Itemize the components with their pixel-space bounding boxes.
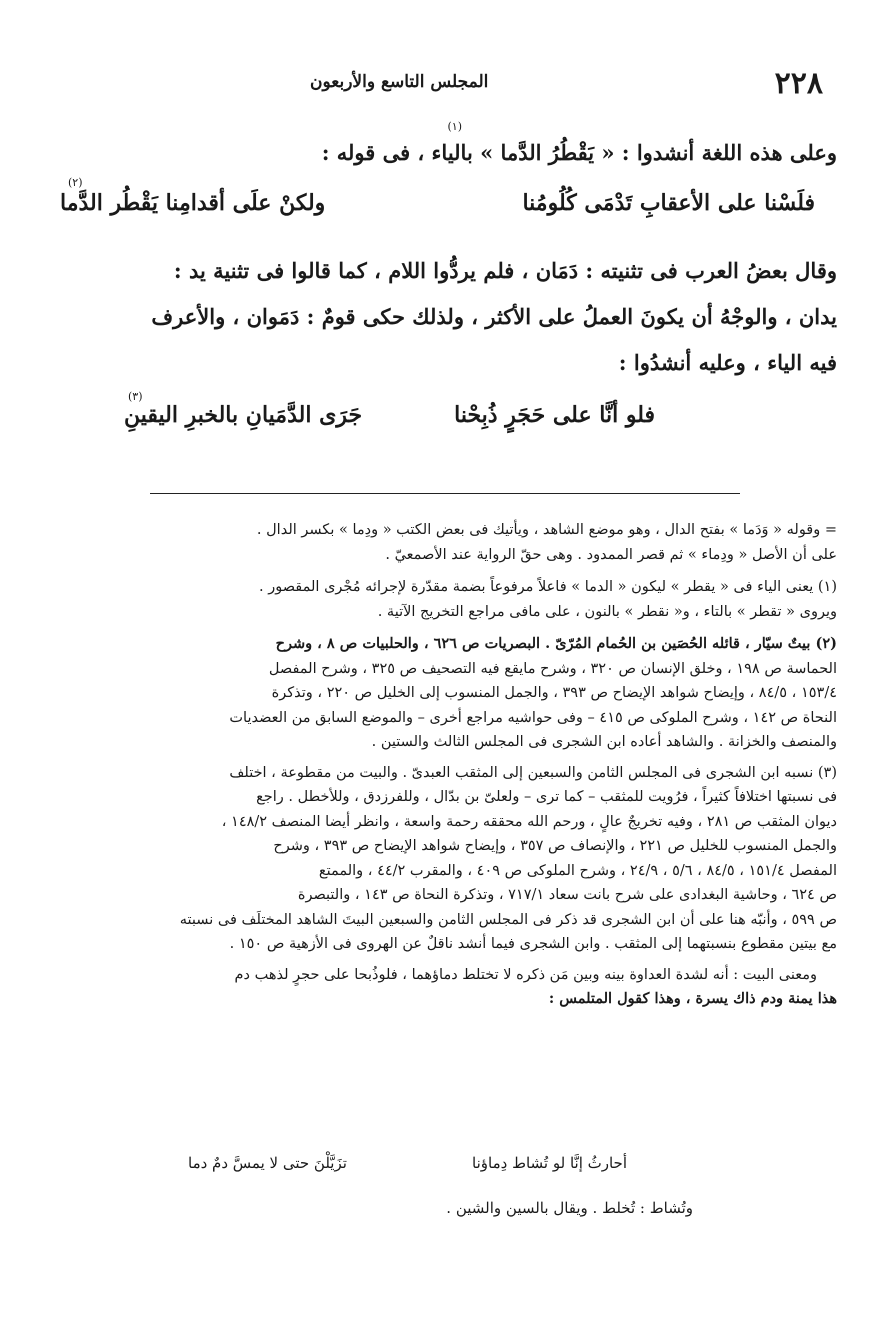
footnote-ref-1: (١) bbox=[447, 120, 462, 133]
footnote-line: والجمل المنسوب للخليل ص ٢٢١ ، والإنصاف ص ٣٥٧ ، وإيضاح شواهد الإيضاح ص ٣٩٣ ، وشرح bbox=[273, 838, 837, 854]
verse-2 bbox=[60, 390, 815, 452]
verse-2-first-hemistich: فلو أنَّا على حَجَرٍ ذُبِحْنا bbox=[454, 402, 655, 428]
footnote-verse-second-hemistich: تزَيَّلْنَ حتى لا يمسَّ دمٌ دما bbox=[188, 1154, 347, 1172]
footnote-line: مع بيتين مقطوع بنسبتهما إلى المثقب . وابن الشجرى فيما أنشد ناقلٌ عن الهروى فى الأزهية ص ١٥٠ . bbox=[229, 936, 837, 952]
page-header bbox=[60, 66, 823, 106]
footnote-line: ومعنى البيت : أنه لشدة العداوة بينه وبين مَن ذكره لا تختلط دماؤهما ، فلوذُبحا على حجرٍ لذهب دم bbox=[234, 966, 817, 983]
footnote-ref-2: (٢) bbox=[68, 176, 83, 189]
footnote-line: ص ٦٢٤ ، وحاشية البغدادى على شرح بانت سعاد ٧١٧/١ ، وتذكرة النحاة ص ١٤٣ ، والتبصرة bbox=[297, 887, 837, 903]
footnote-line: هذا يمنة ودم ذاك يسرة ، وهذا كقول المتلمس : bbox=[548, 990, 837, 1007]
verse-2-second-hemistich: جَرَى الدَّمَيانِ بالخبرِ اليقينِ bbox=[124, 402, 363, 428]
footnote-separator bbox=[150, 493, 740, 494]
footnote-line: (١) يعنى الياء فى « يقطر » ليكون « الدما » فاعلاً مرفوعاً بضمة مقدّرة لإجرائه مُجْرى المقصور . bbox=[259, 579, 837, 595]
verse-1-first-hemistich: فلَسْنا على الأعقابِ تَدْمَى كُلُومُنا bbox=[522, 190, 815, 216]
verse-1 bbox=[60, 176, 815, 240]
footnote-line: المفصل ١٥١/٤ ، ٨٤/٥ ، ٥/٦ ، ٢٤/٩ ، وشرح الملوكى ص ٤٠٩ ، والمقرب ٤٤/٢ ، والممتع bbox=[318, 862, 837, 879]
paragraph-line: وقال بعضُ العرب فى تثنيته : دَمَان ، فلم يردُّوا اللام ، كما قالوا فى تثنية يد : bbox=[173, 258, 837, 283]
footnote-gloss: وتُشاط : تُخلط . ويقال بالسين والشين . bbox=[446, 1199, 693, 1217]
footnote-line: = وقوله « وَدَما » بفتح الدال ، وهو موضع الشاهد ، ويأتيك فى بعض الكتب « ودِما » بكسر الدال . bbox=[256, 522, 837, 538]
footnote-line: النحاة ص ١٤٢ ، وشرح الملوكى ص ٤١٥ – وفى حواشيه مراجع أخرى – والموضع السابق من العضديات bbox=[229, 709, 837, 726]
paragraph-line: فيه الياء ، وعليه أنشدُوا : bbox=[618, 350, 837, 375]
verse-1-second-hemistich: ولكنْ علَى أقدامِنا يَقْطُر الدَّما bbox=[60, 190, 326, 216]
footnote-line: ويروى « تقطر » بالتاء ، و« نقطر » بالنون ، على مافى مراجع التخريج الآتية . bbox=[377, 603, 837, 620]
page-number: ٢٢٨ bbox=[774, 66, 823, 101]
footnotes bbox=[48, 518, 837, 1012]
footnote-ref-3: (٣) bbox=[128, 390, 143, 403]
footnote-line: الحماسة ص ١٩٨ ، وخلق الإنسان ص ٣٢٠ ، وشرح مايقع فيه التصحيف ص ٣٢٥ ، وشرح المفصل bbox=[268, 660, 837, 677]
body-paragraph-1 bbox=[48, 120, 837, 176]
footnote-line: على أن الأصل « ودِماء » ثم قصر الممدود . وهى حقّ الرواية عند الأصمعيّ . bbox=[385, 546, 837, 563]
running-title: المجلس التاسع والأربعون bbox=[310, 72, 489, 92]
body-paragraph-2 bbox=[48, 248, 837, 386]
footnote-line: ديوان المثقب ص ٢٨١ ، وفيه تخريجٌ عالٍ ، ورحم الله محققه رحمة واسعة ، وانظر أيضا المنصف ١٤٨/٢ ، bbox=[221, 813, 837, 830]
footnote-line: ص ٥٩٩ ، وأنبّه هنا على أن ابن الشجرى قد ذكر فى المجلس الثامن والسبعين البيتَ الشاهد المختلَف فى نسبته bbox=[179, 911, 837, 928]
footnote-line: (٣) نسبه ابن الشجرى فى المجلس الثامن والسبعين إلى المثقب العبدىّ . والبيت من مقطوعة ، اختلف bbox=[229, 764, 837, 781]
footnote-line: (٢) بيتٌ سيّار ، قائله الحُصَين بن الحُمام المُرّىّ . البصريات ص ٦٢٦ ، والحلبيات ص ٨ ، وشرح bbox=[275, 635, 837, 652]
footnote-line: والمنصف والخزانة . والشاهد أعاده ابن الشجرى فى المجلس الثالث والستين . bbox=[371, 734, 837, 750]
footnote-line: فى نسبتها اختلافاً كثيراً ، فرُويت للمثقب – كما ترى – ولعلىّ بن بدّال ، وللفرزدق ، وللأخطل . راجع bbox=[256, 789, 837, 805]
paragraph-text: وعلى هذه اللغة أنشدوا : « يَقْطُرُ الدَّما » بالياء ، فى قوله : bbox=[321, 140, 837, 165]
footnote-verse-first-hemistich: أحارثُ إنَّا لو تُشاط دِماؤنا bbox=[472, 1154, 627, 1172]
paragraph-line: يدان ، والوجْهُ أن يكونَ العملُ على الأكثر ، ولذلك حكى قومٌ : دَمَوان ، والأعرف bbox=[151, 304, 837, 329]
footnote-line: ١٥٣/٤ ، ٨٤/٥ ، وإيضاح شواهد الإيضاح ص ٣٩٣ ، والجمل المنسوب إلى الخليل ص ٢٢٠ ، وتذكرة bbox=[271, 685, 837, 701]
